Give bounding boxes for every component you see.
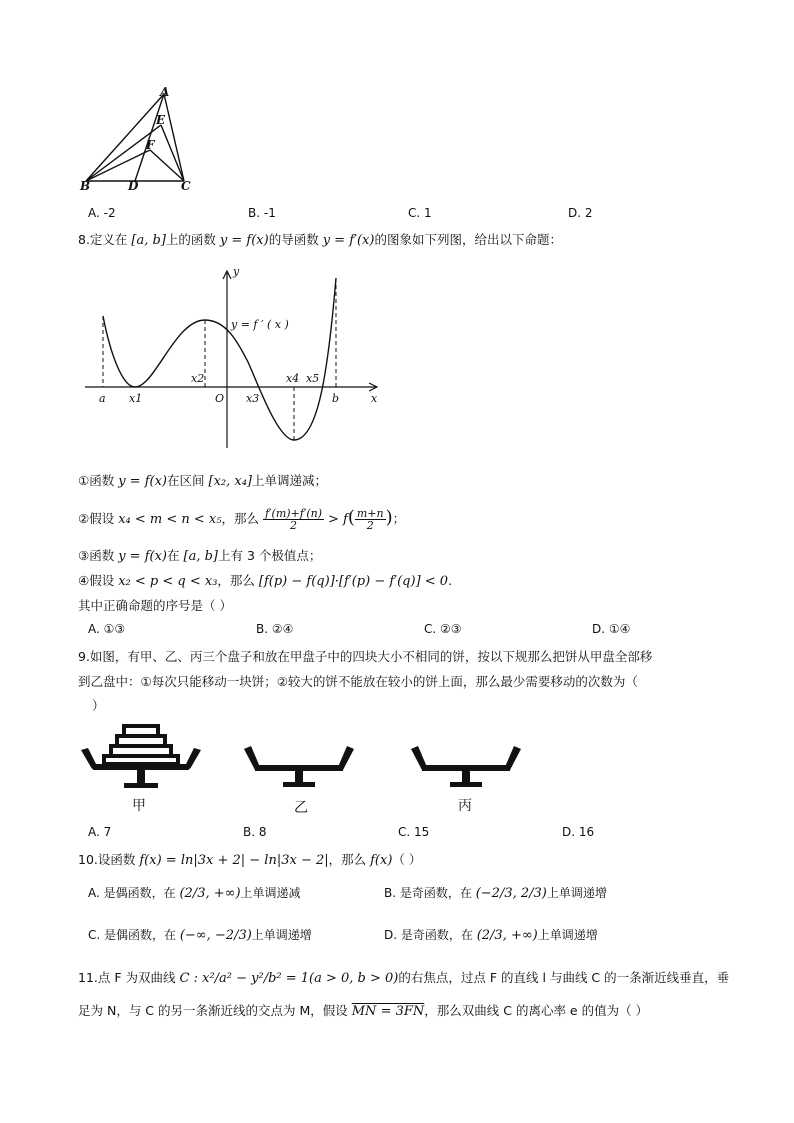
- q11-vector-eq: MN = 3FN: [351, 1004, 425, 1019]
- label-B: B: [80, 179, 91, 192]
- q10-b-text: B. 是奇函数，在: [384, 886, 472, 900]
- s2-denominator2: 2: [366, 519, 374, 532]
- q8-deriv: y = f′(x): [322, 233, 375, 248]
- s2-denominator: 2: [289, 519, 297, 532]
- q8-stem-text4: 的图象如下列图，给出以下命题：: [374, 232, 562, 247]
- q7-option-b[interactable]: B. -1: [248, 206, 276, 220]
- q8-option-b[interactable]: B. ②④: [256, 622, 294, 636]
- s4-end: .: [448, 573, 453, 588]
- graph-point-x3: x3: [246, 392, 260, 405]
- s3-interval: [a, b]: [183, 549, 218, 564]
- q8-stem-text: 8.定义在: [78, 232, 128, 247]
- graph-point-a: a: [99, 392, 106, 405]
- q10-option-c[interactable]: [88, 926, 312, 943]
- s4-text2: ，那么: [217, 573, 255, 588]
- q10-c-text: C. 是偶函数，在: [88, 928, 177, 942]
- plate-label-bing: 丙: [458, 798, 472, 814]
- s1-func: y = f(x): [118, 474, 167, 489]
- q9-line1: 9.如图，有甲、乙、丙三个盘子和放在甲盘子中的四块大小不相同的饼，按以下规那么把饼从甲盘全部移: [78, 649, 653, 664]
- s1-text: ①函数: [78, 473, 115, 488]
- s2-end: ；: [392, 511, 406, 526]
- q9-option-b[interactable]: B. 8: [243, 825, 267, 839]
- q11-text3: 足为 N，与 C 的另一条渐近线的交点为 M，假设: [78, 1003, 348, 1018]
- q11-text: 11.点 F 为双曲线: [78, 970, 176, 985]
- q8-stem: [78, 230, 562, 248]
- plate-yi: [243, 745, 355, 789]
- plate-label-jia: 甲: [132, 798, 146, 814]
- q10-d-text2: 上单调递增: [537, 928, 598, 942]
- derivative-graph: [80, 262, 390, 452]
- s1-text3: 上单调递减；: [252, 473, 328, 488]
- s4-condition: x₂ < p < q < x₃: [118, 574, 218, 589]
- q8-option-c[interactable]: C. ②③: [424, 622, 462, 636]
- s2-fraction: [263, 508, 324, 531]
- q8-ask: 其中正确命题的序号是（ ）: [78, 598, 232, 613]
- q8-stem-text2: 上的函数: [165, 232, 216, 247]
- s2-numerator2: m+n: [356, 507, 384, 520]
- s1-interval: [x₂, x₄]: [208, 474, 252, 489]
- q11-line2: [78, 1001, 648, 1019]
- q7-option-c[interactable]: C. 1: [408, 206, 432, 220]
- label-E: E: [156, 113, 166, 127]
- q8-statement-1: [78, 471, 327, 489]
- q9-option-d[interactable]: D. 16: [562, 825, 595, 839]
- q8-func: y = f(x): [219, 233, 269, 248]
- q10-d-interval: (2/3, +∞): [476, 928, 538, 943]
- label-C: C: [181, 179, 191, 192]
- label-A: A: [160, 86, 170, 99]
- q8-option-d[interactable]: D. ①④: [592, 622, 631, 636]
- q10-text: 10.设函数: [78, 852, 136, 867]
- q10-d-text: D. 是奇函数，在: [384, 928, 473, 942]
- q10-option-a[interactable]: [88, 884, 301, 901]
- s2-text: ②假设: [78, 511, 115, 526]
- s1-text2: 在区间: [167, 473, 205, 488]
- triangle-figure: [78, 86, 196, 192]
- q9-option-a[interactable]: A. 7: [88, 825, 112, 839]
- q8-statement-2: ②假设 x₄ < m < n < x₅，那么 $\frac{f'(m)+f'(n)}{2}$ > f( $\frac{m+n}{2}$ )；: [78, 507, 406, 532]
- s3-text2: 在: [167, 548, 180, 563]
- q11-line1: [78, 968, 729, 986]
- graph-point-o: O: [215, 392, 225, 405]
- q10-option-b[interactable]: [384, 884, 607, 901]
- label-F: F: [146, 138, 155, 152]
- q7-option-d[interactable]: D. 2: [568, 206, 593, 220]
- s2-numerator: f′(m)+f′(n): [264, 507, 323, 520]
- s3-text3: 上有 3 个极值点；: [217, 548, 322, 563]
- graph-point-x2: x2: [191, 372, 205, 385]
- q10-b-text2: 上单调递增: [546, 886, 607, 900]
- q8-interval: [a, b]: [131, 233, 166, 248]
- q9-option-c[interactable]: C. 15: [398, 825, 430, 839]
- q8-statement-4: [78, 571, 452, 589]
- q10-c-interval: (−∞, −2/3): [179, 928, 252, 943]
- q8-statement-3: [78, 546, 321, 564]
- label-D: D: [128, 179, 139, 192]
- q10-b-interval: (−2/3, 2/3): [475, 886, 547, 901]
- q11-hyperbola: C : x²/a² − y²/b² = 1(a > 0, b > 0): [179, 971, 399, 986]
- graph-curve-label: y = f ′ ( x ): [231, 318, 289, 331]
- q10-a-interval: (2/3, +∞): [179, 886, 241, 901]
- q10-a-text: A. 是偶函数，在: [88, 886, 176, 900]
- graph-point-x1: x1: [129, 392, 143, 405]
- q10-text2: ，那么: [328, 852, 367, 867]
- s2-compare: > f: [328, 512, 348, 527]
- q11-text2: 的右焦点，过点 F 的直线 l 与曲线 C 的一条渐近线垂直，垂: [398, 970, 730, 985]
- graph-point-x5: x5: [306, 372, 320, 385]
- graph-x-label: x: [371, 392, 378, 405]
- plate-jia: [80, 722, 202, 788]
- s3-func: y = f(x): [118, 549, 167, 564]
- s2-text2: ，那么: [221, 511, 259, 526]
- q8-option-a[interactable]: A. ①③: [88, 622, 126, 636]
- s4-text: ④假设: [78, 573, 115, 588]
- q10-a-text2: 上单调递减: [240, 886, 301, 900]
- q10-fx: f(x): [370, 853, 393, 868]
- q10-paren: （ ）: [392, 852, 422, 867]
- q10-c-text2: 上单调递增: [251, 928, 312, 942]
- q10-function: f(x) = ln|3x + 2| − ln|3x − 2|: [139, 853, 329, 868]
- plate-bing: [410, 745, 522, 789]
- q9-line2: 到乙盘中：①每次只能移动一块饼；②较大的饼不能放在较小的饼上面，那么最少需要移动的次数为（: [78, 674, 638, 689]
- q10-stem: [78, 850, 421, 868]
- s2-condition: x₄ < m < n < x₅: [118, 512, 222, 527]
- graph-point-b: b: [332, 392, 340, 405]
- q8-stem-text3: 的导函数: [268, 232, 319, 247]
- plate-label-yi: 乙: [294, 800, 308, 816]
- q9-line3: ）: [92, 698, 105, 713]
- q11-text4: ，那么双曲线 C 的离心率 e 的值为（ ）: [424, 1003, 649, 1018]
- q7-option-a[interactable]: A. -2: [88, 206, 116, 220]
- graph-point-x4: x4: [286, 372, 300, 385]
- s3-text: ③函数: [78, 548, 115, 563]
- s2-fraction2: [355, 508, 386, 531]
- s4-expression: [f(p) − f(q)]·[f′(p) − f′(q)] < 0: [258, 574, 449, 589]
- q10-option-d[interactable]: [384, 926, 598, 943]
- graph-y-label: y: [233, 265, 240, 278]
